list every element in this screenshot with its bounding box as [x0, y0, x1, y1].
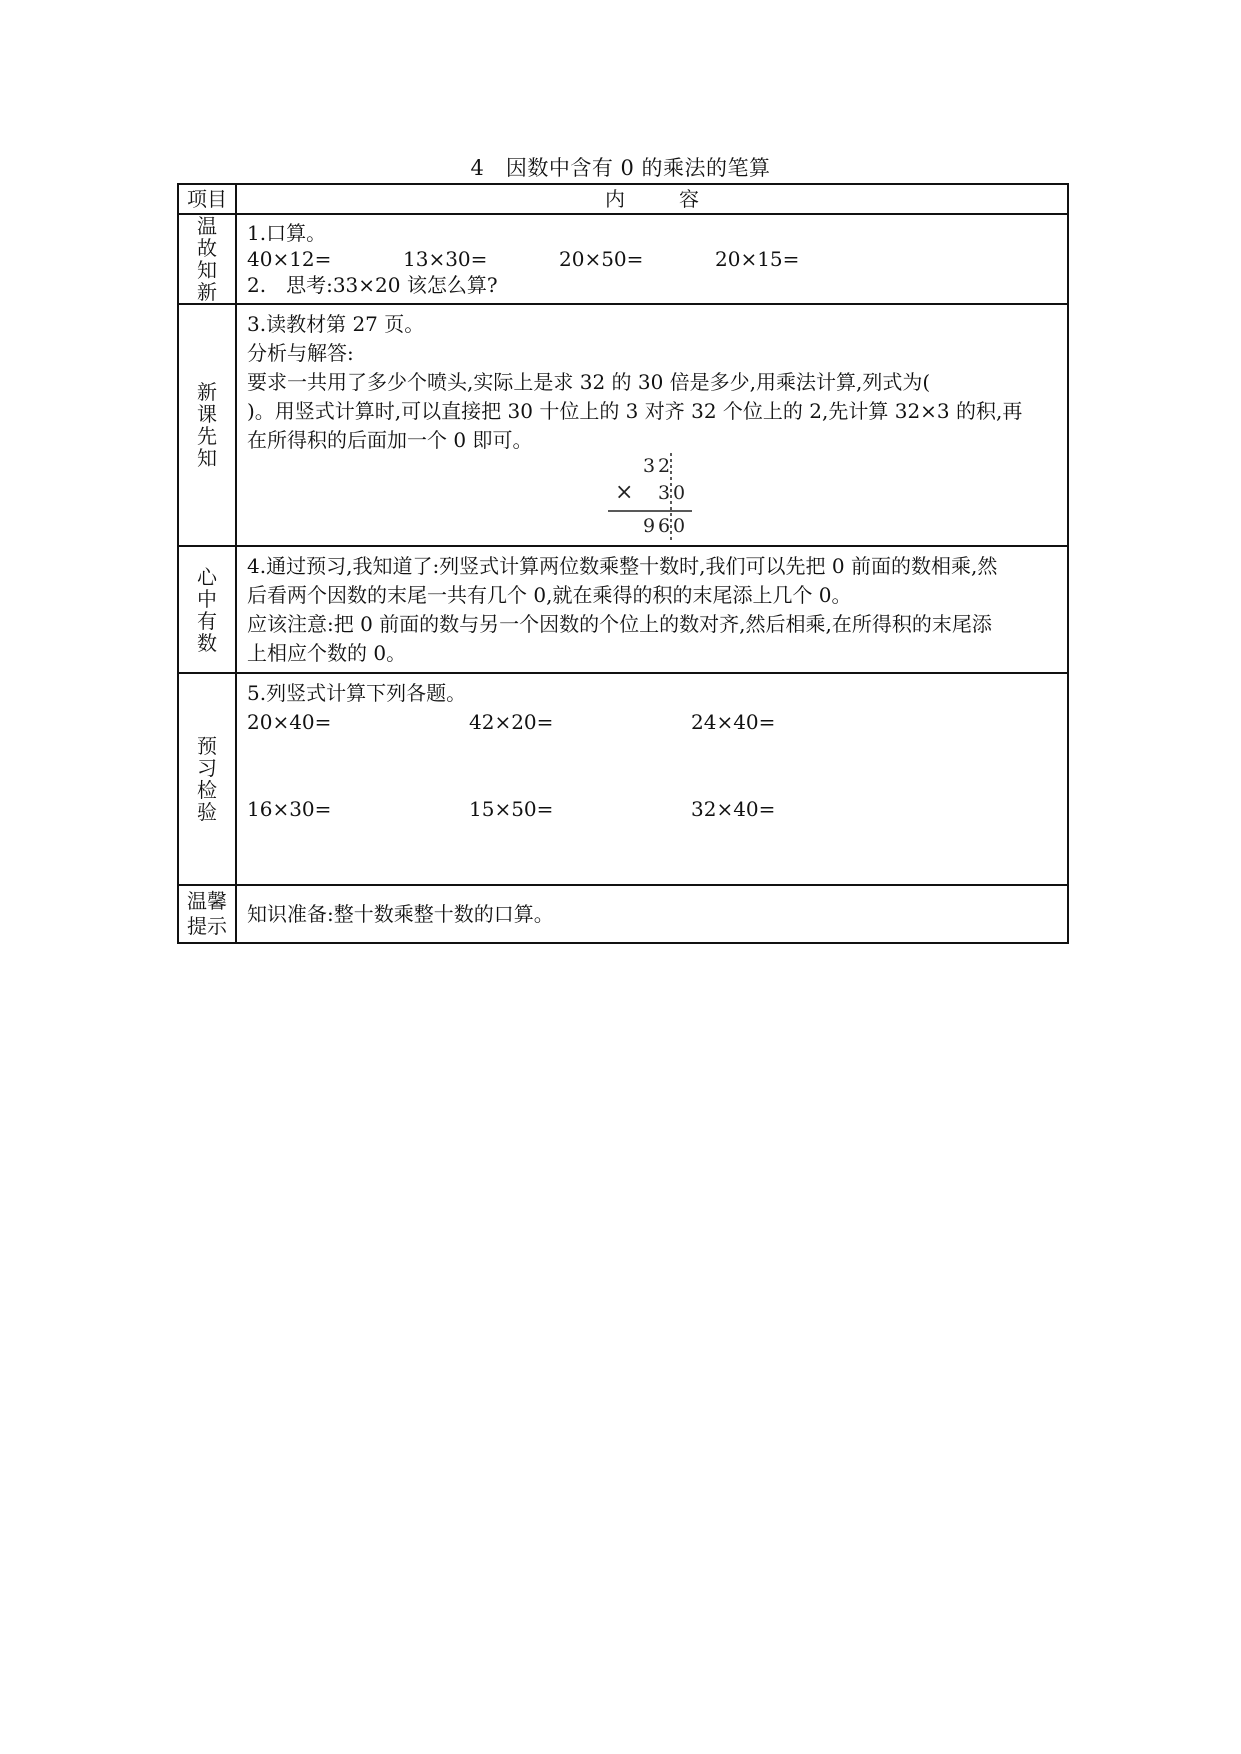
question-5-heading: 5.列竖式计算下列各题。	[247, 681, 467, 705]
section-content	[236, 214, 1068, 304]
label-char: 温	[197, 214, 217, 238]
section-tip	[178, 885, 1068, 943]
section-label	[178, 546, 236, 673]
section-summary	[178, 546, 1068, 673]
calc-digit: 3	[658, 482, 671, 504]
label-char: 心	[197, 564, 217, 589]
analysis-line: )。用竖式计算时,可以直接把 30 十位上的 3 对齐 32 个位上的 2,先计算 32×3 的积,再	[247, 399, 1023, 423]
vertical-calculation	[247, 453, 1057, 541]
section-review	[178, 214, 1068, 304]
label-char: 中	[197, 586, 217, 611]
calc-digit: 9	[643, 515, 656, 537]
label-char: 检	[197, 778, 217, 802]
section-label	[178, 673, 236, 885]
analysis-heading: 分析与解答:	[247, 341, 354, 365]
header-content	[236, 184, 1068, 214]
question-1-heading: 1.口算。	[247, 221, 327, 245]
section-content	[236, 673, 1068, 885]
label-char: 课	[197, 402, 217, 426]
label-char: 知	[197, 258, 217, 282]
exercise-row	[247, 795, 1057, 824]
mental-math-item: 20×15=	[715, 247, 800, 271]
summary-line: 4.通过预习,我知道了:列竖式计算两位数乘整十数时,我们可以先把 0 前面的数相乘,然	[247, 554, 998, 578]
question-3-heading: 3.读教材第 27 页。	[247, 312, 425, 336]
exercise-item: 42×20=	[469, 710, 554, 734]
label-char: 先	[197, 424, 217, 448]
section-label	[178, 304, 236, 546]
summary-line: 上相应个数的 0。	[247, 641, 407, 665]
section-label	[178, 885, 236, 943]
label-char: 数	[197, 630, 217, 655]
section-label	[178, 214, 236, 304]
analysis-line: 要求一共用了多少个喷头,实际上是求 32 的 30 倍是多少,用乘法计算,列式为(	[247, 370, 931, 394]
label-char: 提示	[187, 914, 227, 938]
page-title: 4 因数中含有 0 的乘法的笔算	[470, 156, 771, 180]
mental-math-item: 13×30=	[403, 247, 488, 271]
label-char: 预	[197, 734, 217, 758]
label-char: 知	[197, 446, 217, 470]
mental-math-item: 40×12=	[247, 247, 332, 271]
exercise-item: 24×40=	[691, 710, 776, 734]
exercise-item: 32×40=	[691, 797, 776, 821]
label-char: 新	[197, 380, 217, 404]
header-content-char-2: 容	[679, 187, 699, 211]
section-content	[236, 546, 1068, 673]
label-char: 温馨	[187, 889, 227, 913]
label-char: 有	[197, 608, 217, 633]
calc-digit: 3	[643, 455, 656, 477]
calc-digit: 0	[673, 515, 686, 537]
exercise-row	[247, 708, 1057, 737]
label-char: 习	[197, 756, 217, 780]
header-content-char-1: 内	[605, 187, 625, 211]
section-preview-check	[178, 673, 1068, 885]
mental-math-item: 20×50=	[559, 247, 644, 271]
mental-math-row	[247, 246, 1057, 272]
exercise-item: 16×30=	[247, 797, 332, 821]
table-header-row	[178, 184, 1068, 214]
tip-text: 知识准备:整十数乘整十数的口算。	[247, 902, 554, 926]
calc-digit: 2	[658, 455, 671, 477]
exercise-item: 15×50=	[469, 797, 554, 821]
calc-multiply-sign: ×	[615, 480, 634, 505]
vertical-calculation-figure	[247, 453, 1059, 541]
section-new-lesson	[178, 304, 1068, 546]
summary-line: 后看两个因数的末尾一共有几个 0,就在乘得的积的末尾添上几个 0。	[247, 583, 852, 607]
worksheet-table	[177, 183, 1069, 944]
calc-digit: 0	[673, 482, 686, 504]
label-char: 新	[197, 280, 217, 304]
label-char: 验	[197, 800, 217, 824]
label-char: 故	[197, 236, 217, 260]
question-2: 2. 思考:33×20 该怎么算?	[247, 273, 498, 297]
section-content	[236, 885, 1068, 943]
header-item: 项目	[178, 184, 236, 214]
analysis-line: 在所得积的后面加一个 0 即可。	[247, 428, 533, 452]
summary-line: 应该注意:把 0 前面的数与另一个因数的个位上的数对齐,然后相乘,在所得积的末尾添	[247, 612, 992, 636]
exercise-item: 20×40=	[247, 710, 332, 734]
section-content	[236, 304, 1068, 546]
calc-digit: 6	[658, 515, 671, 537]
